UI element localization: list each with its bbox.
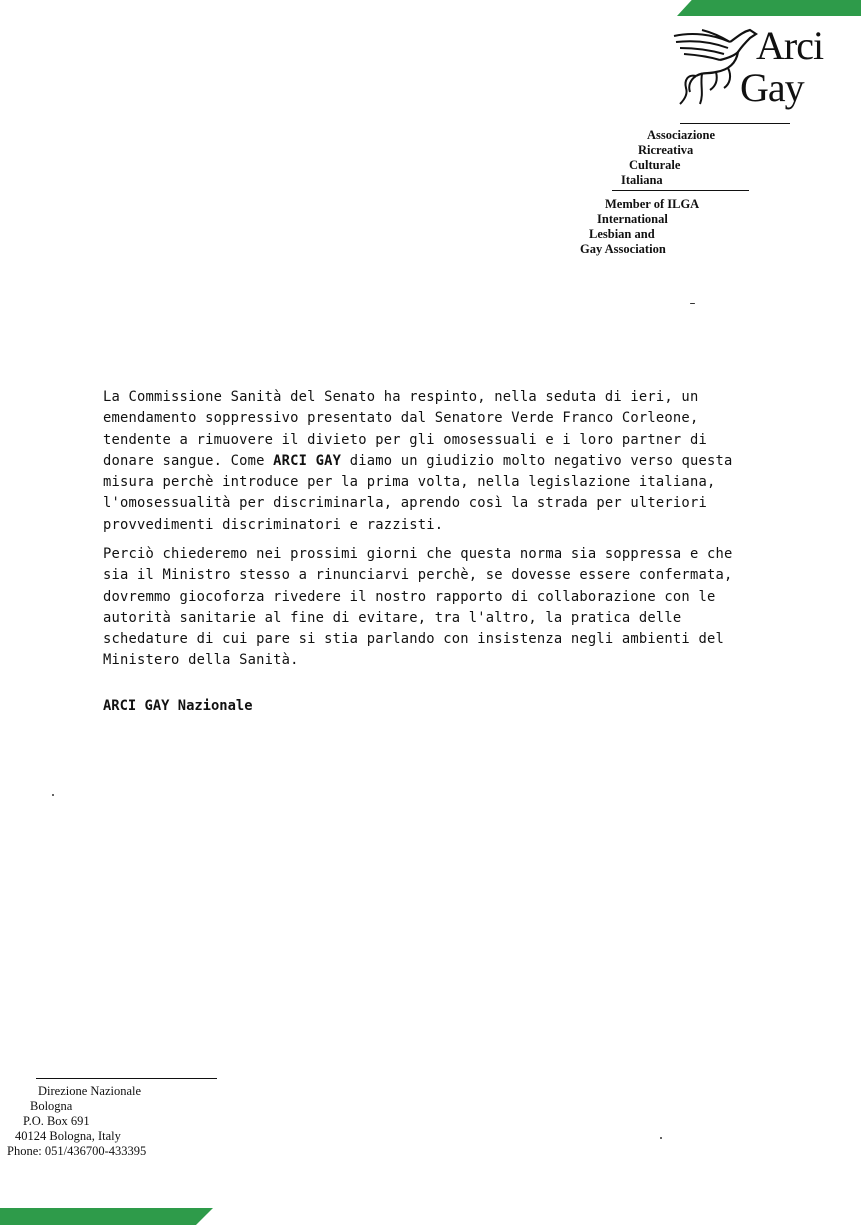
ilga-line: International bbox=[597, 212, 668, 226]
association-line: Culturale bbox=[629, 158, 681, 172]
letter-paragraph-1 bbox=[103, 387, 803, 536]
letter-paragraph-2 bbox=[103, 544, 803, 672]
text-segment: diamo un giudizio molto negativo verso questa bbox=[341, 452, 733, 469]
scan-speck bbox=[690, 303, 695, 304]
green-corner-band-top bbox=[677, 0, 861, 16]
signature: ARCI GAY Nazionale bbox=[103, 698, 253, 714]
text-line bbox=[103, 451, 803, 472]
logo-word-arci: Arci bbox=[756, 23, 824, 68]
association-line: Associazione bbox=[647, 128, 716, 142]
text-line: misura perchè introduce per la prima volta, nella legislazione italiana, bbox=[103, 474, 716, 491]
text-line: sia il Ministro stesso a rinunciarvi perchè, se dovesse essere confermata, bbox=[103, 567, 733, 584]
footer-line: 40124 Bologna, Italy bbox=[15, 1129, 121, 1143]
text-segment: donare sangue. Come bbox=[103, 452, 274, 469]
text-line: autorità sanitarie al fine di evitare, tra l'altro, la pratica delle bbox=[103, 609, 682, 626]
text-line: tendente a rimuovere il divieto per gli omosessuali e i loro partner di bbox=[103, 431, 707, 448]
association-line: Italiana bbox=[621, 173, 663, 187]
ilga-line: Member of ILGA bbox=[605, 197, 700, 211]
scan-speck bbox=[52, 794, 54, 796]
text-line: Ministero della Sanità. bbox=[103, 652, 299, 669]
footer-line: Direzione Nazionale bbox=[38, 1084, 142, 1098]
text-line: provvedimenti discriminatori e razzisti. bbox=[103, 516, 444, 533]
footer-address-block bbox=[0, 1084, 300, 1204]
header-rule-top bbox=[680, 123, 790, 124]
text-line: dovremmo giocoforza rivedere il nostro rapporto di collaborazione con le bbox=[103, 588, 716, 605]
text-line: Perciò chiederemo nei prossimi giorni che questa norma sia soppressa e che bbox=[103, 546, 733, 562]
text-line: La Commissione Sanità del Senato ha respinto, nella seduta di ieri, un bbox=[103, 389, 699, 405]
logo-word-gay: Gay bbox=[740, 65, 804, 110]
text-line: emendamento soppressivo presentato dal Senatore Verde Franco Corleone, bbox=[103, 410, 699, 427]
ilga-line: Lesbian and bbox=[589, 227, 655, 241]
footer-rule bbox=[36, 1078, 217, 1079]
footer-line: Bologna bbox=[30, 1099, 73, 1113]
arci-gay-logo bbox=[672, 20, 842, 112]
header-rule-middle bbox=[612, 190, 749, 191]
ilga-line: Gay Association bbox=[580, 242, 666, 256]
organization-name-bold: ARCI GAY bbox=[273, 452, 342, 469]
text-line: l'omosessualità per discriminarla, aprendo così la strada per ulteriori bbox=[103, 495, 707, 512]
text-line: schedature di cui pare si stia parlando con insistenza negli ambienti del bbox=[103, 631, 724, 648]
association-line: Ricreativa bbox=[638, 143, 694, 157]
scan-speck bbox=[660, 1137, 662, 1139]
footer-line: P.O. Box 691 bbox=[23, 1114, 90, 1128]
footer-line: Phone: 051/436700-433395 bbox=[7, 1144, 147, 1158]
green-corner-band-bottom bbox=[0, 1208, 213, 1225]
